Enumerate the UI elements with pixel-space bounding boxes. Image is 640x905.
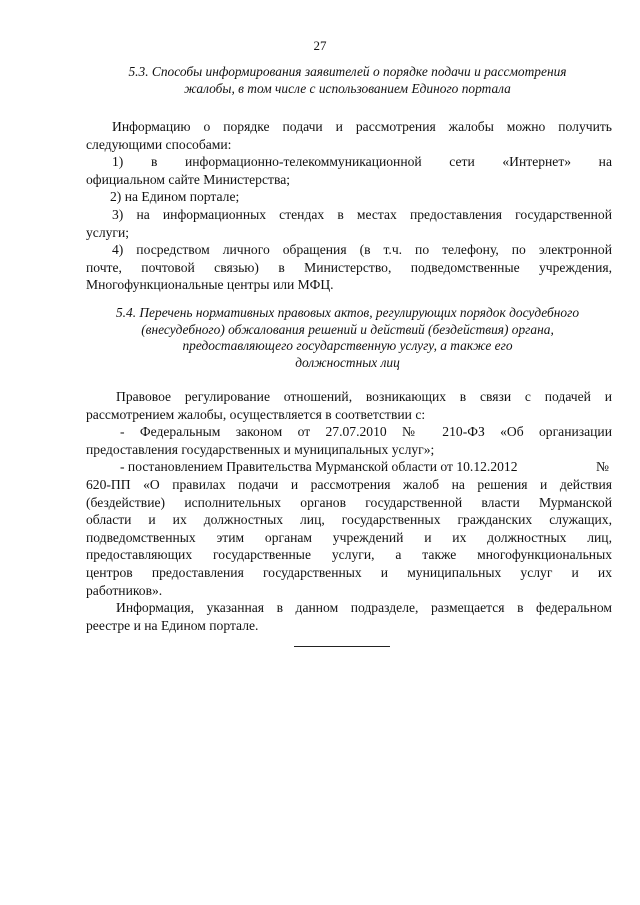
heading-line: должностных лиц (295, 354, 400, 370)
info-line: Информация, указанная в данном подразделе, размещается в федеральном (116, 600, 612, 616)
list-item-2: 2) на Едином портале; (110, 189, 240, 205)
law-2-line: - постановлением Правительства Мурманской области от 10.12.2012 (120, 459, 518, 475)
list-item-4-line: Многофункциональные центры или МФЦ. (86, 277, 334, 293)
list-item-1-line: 1) в информационно-телекоммуникационной сети «Интернет» на (112, 154, 612, 170)
paragraph-line: рассмотрением жалобы, осуществляется в соответствии с: (86, 406, 426, 422)
law-2-line: (бездействие) исполнительных органов государственной власти Мурманской (86, 494, 612, 510)
law-2-line: подведомственных этим органам учреждений и их должностных лиц, (86, 529, 612, 545)
law-2-line: 620-ПП «О правилах подачи и рассмотрения жалоб на решения и действия (86, 477, 612, 492)
number-sign: № (596, 459, 609, 475)
heading-line: предоставляющего государственную услугу, а также его (182, 338, 513, 353)
list-item-4-line: почте, почтовой связью) в Министерство, подведомственные учреждения, (86, 259, 612, 275)
heading-line: 5.3. Способы информирования заявителей о порядке подачи и рассмотрения (128, 64, 567, 79)
list-item-4-line: 4) посредством личного обращения (в т.ч. по телефону, по электронной (112, 242, 612, 258)
law-2-line: центров предоставления государственных и муниципальных услуг и их (86, 565, 612, 580)
section-5-3-heading (80, 64, 615, 97)
law-2-line: работников». (86, 582, 163, 598)
list-item-1-line: официальном сайте Министерства; (86, 171, 290, 187)
paragraph-line: Информацию о порядке подачи и рассмотрения жалобы можно получить (112, 119, 612, 134)
end-divider-line (294, 646, 390, 647)
info-line: реестре и на Едином портале. (86, 617, 259, 633)
heading-line: жалобы, в том числе с использованием Единого портала (184, 80, 511, 96)
paragraph-line: Правовое регулирование отношений, возникающих в связи с подачей и (116, 389, 612, 404)
law-1-line: - Федеральным законом от 27.07.2010 № 210-ФЗ «Об организации (120, 424, 612, 440)
heading-line: 5.4. Перечень нормативных правовых актов, регулирующих порядок досудебного (115, 305, 580, 320)
list-item-3-line: услуги; (86, 224, 130, 240)
law-2-line: предоставляющих государственные услуги, а также многофункциональных (86, 547, 612, 563)
list-item-3-line: 3) на информационных стендах в местах предоставления государственной (112, 207, 612, 222)
heading-line: (внесудебного) обжалования решений и действий (бездействия) органа, (141, 321, 554, 337)
paragraph-line: следующими способами: (86, 136, 232, 152)
section-5-4-heading (80, 305, 615, 371)
law-1-line: предоставления государственных и муниципальных услуг»; (86, 441, 435, 457)
page-number: 27 (313, 38, 327, 53)
law-2-line: области и их должностных лиц, государственных гражданских служащих, (86, 512, 612, 528)
